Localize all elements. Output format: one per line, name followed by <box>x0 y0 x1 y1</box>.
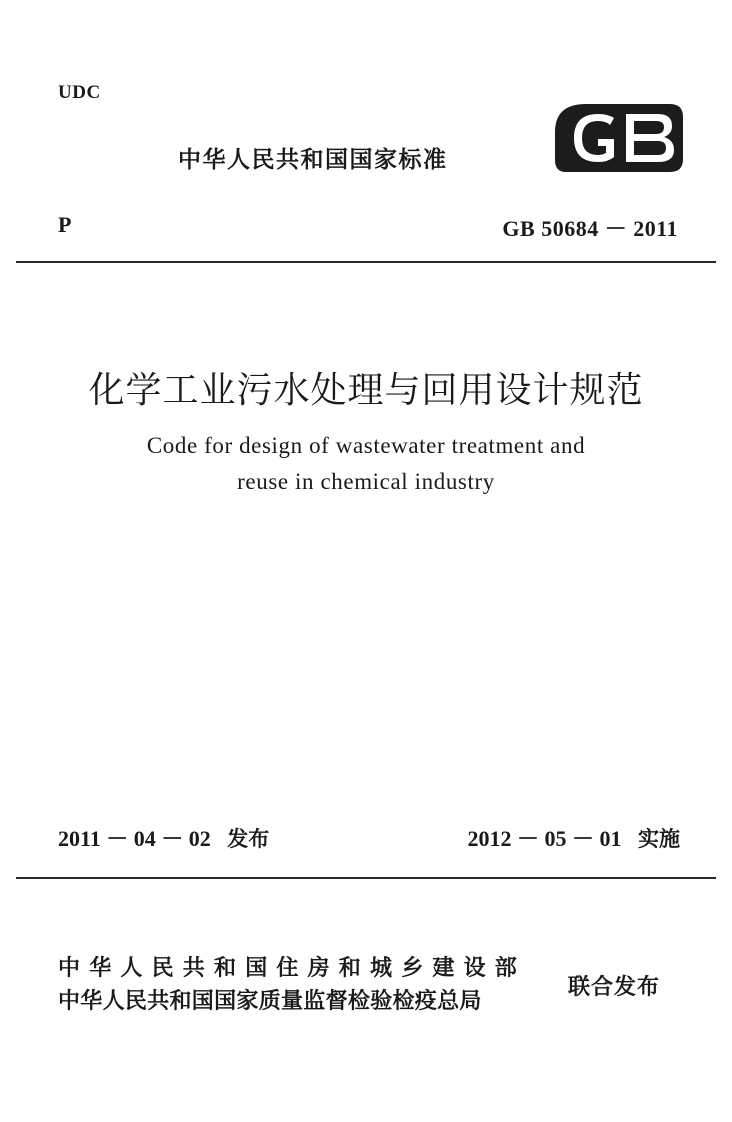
bottom-divider <box>16 877 716 879</box>
issue-label: 发布 <box>227 827 270 851</box>
classification-code: P <box>58 212 72 237</box>
implementation-date: 2012 － 05 － 01 <box>467 826 622 851</box>
title-english <box>0 428 732 500</box>
title-english-line-2: reuse in chemical industry <box>237 469 495 494</box>
standard-number: GB 50684 － 2011 <box>502 216 678 241</box>
issuer-aqsiq: 中华人民共和国国家质量监督检验检疫总局 <box>58 989 482 1014</box>
gb-logo <box>552 102 684 174</box>
implementation-date-group <box>467 822 680 853</box>
title-chinese: 化学工业污水处理与回用设计规范 <box>88 370 644 411</box>
udc-label: UDC <box>58 82 101 103</box>
joint-issue-label: 联合发布 <box>568 975 661 1000</box>
top-divider <box>16 261 716 263</box>
issuer-ministry-housing: 中华人民共和国住房和城乡建设部 <box>58 956 527 981</box>
standard-type-heading: 中华人民共和国国家标准 <box>178 147 448 173</box>
issue-date: 2011 － 04 － 02 <box>58 826 211 851</box>
implementation-label: 实施 <box>638 827 680 851</box>
issue-date-group <box>58 822 269 853</box>
title-english-line-1: Code for design of wastewater treatment and <box>146 433 586 458</box>
